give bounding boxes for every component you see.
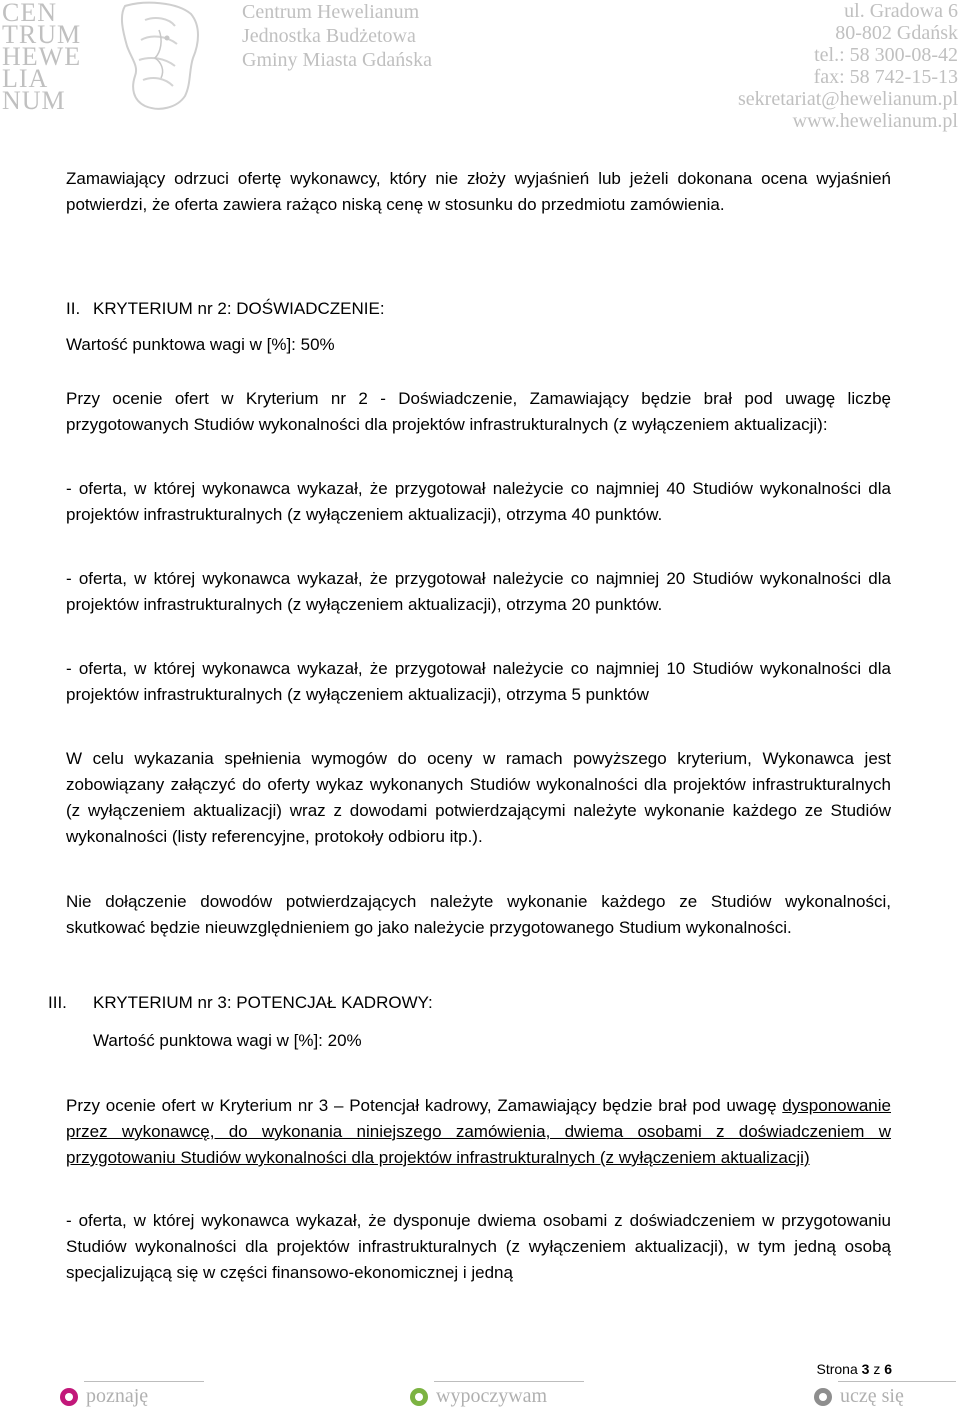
fax: fax: 58 742-15-13 [813, 66, 958, 88]
footer-item-ucze-sie[interactable] [814, 1378, 958, 1410]
org-line: Gminy Miasta Gdańska [242, 49, 432, 71]
section-title: KRYTERIUM nr 3: POTENCJAŁ KADROWY: [93, 993, 433, 1012]
website-link[interactable]: www.hewelianum.pl [792, 110, 958, 132]
footer-rule [838, 1381, 956, 1382]
organization-name [242, 0, 432, 72]
logo-line: CEN [2, 0, 57, 27]
address-street: ul. Gradowa 6 [844, 0, 958, 22]
footer-label: wypoczywam [436, 1385, 548, 1407]
section-numeral: II. [66, 299, 81, 318]
intro-paragraph: Zamawiający odrzuci ofertę wykonawcy, który nie złoży wyjaśnień lub jeżeli dokonana ocena wyjaśnień potwierdzi, że oferta zawiera rażąco niską cenę w stosunku do przedmiotu zamówienia. [66, 169, 891, 214]
logo-line: HEWE [2, 42, 82, 71]
phone: tel.: 58 300-08-42 [814, 44, 958, 66]
footer-item-poznaje[interactable] [60, 1378, 210, 1410]
page-label: Strona [816, 1361, 858, 1377]
page-number [816, 1360, 892, 1378]
footer [0, 1378, 960, 1410]
org-line: Centrum Hewelianum [242, 1, 420, 23]
circle-bullet-icon [814, 1388, 832, 1406]
criterion-intro [66, 1093, 891, 1171]
weight-line: Wartość punktowa wagi w [%]: 20% [93, 1031, 362, 1050]
intro-text: Przy ocenie ofert w Kryterium nr 3 – Potencjał kadrowy, Zamawiający będzie brał pod uwagę [66, 1096, 783, 1115]
evidence-paragraph: W celu wykazania spełnienia wymogów do oceny w ramach powyższego kryterium, Wykonawca jest zobowiązany załączyć do oferty wykaz wykonanych Studiów wykonalności dla projektów infrastrukturalnych (z wyłączeniem aktualizacji) wraz z dowodami potwierdzającymi należyte wykonanie każdego ze Studiów wykonalności (listy referencyjne, protokoły odbioru itp.). [66, 749, 891, 846]
logo-line: LIA [2, 64, 49, 93]
address-city: 80-802 Gdańsk [835, 22, 958, 44]
scoring-item: - oferta, w której wykonawca wykazał, że przygotował należycie co najmniej 20 Studiów wykonalności dla projektów infrastrukturalnych (z wyłączeniem aktualizacji), otrzyma 20 punktów. [66, 569, 891, 614]
criterion-intro: Przy ocenie ofert w Kryterium nr 2 - Doświadczenie, Zamawiający będzie brał pod uwagę liczbę przygotowanych Studiów wykonalności dla projektów infrastrukturalnych (z wyłączeniem aktualizacji): [66, 389, 891, 434]
org-line: Jednostka Budżetowa [242, 25, 416, 47]
footer-label: uczę się [840, 1385, 904, 1407]
hewelianum-logo [0, 0, 205, 115]
letterhead [0, 0, 960, 140]
page-current: 3 [861, 1361, 870, 1377]
page-total: 6 [884, 1361, 892, 1377]
portrait-engraving-icon [115, 0, 203, 112]
page-separator: z [873, 1361, 881, 1377]
logo-line: NUM [2, 86, 66, 115]
scoring-item: - oferta, w której wykonawca wykazał, że przygotował należycie co najmniej 40 Studiów wykonalności dla projektów infrastrukturalnych (z wyłączeniem aktualizacji), otrzyma 40 punktów. [66, 479, 891, 524]
circle-bullet-icon [410, 1388, 428, 1406]
footer-rule [84, 1381, 204, 1382]
circle-bullet-icon [60, 1388, 78, 1406]
scoring-item: - oferta, w której wykonawca wykazał, że dysponuje dwiema osobami z doświadczeniem w przygotowaniu Studiów wykonalności dla projektów infrastrukturalnych (z wyłączeniem aktualizacji), w tym jedną osobą specjalizującą się w części finansowo-ekonomicznej i jedną [66, 1211, 891, 1282]
underlined-requirement: dysponowanie przez wykonawcę, do wykonania niniejszego zamówienia, dwiema osobami z doświadczeniem w przygotowaniu Studiów wykonalności dla projektów infrastrukturalnych (z wyłączeniem aktualizacji) [66, 1096, 891, 1167]
footer-rule [434, 1381, 584, 1382]
weight-line: Wartość punktowa wagi w [%]: 50% [66, 335, 335, 354]
scoring-item: - oferta, w której wykonawca wykazał, że przygotował należycie co najmniej 10 Studiów wykonalności dla projektów infrastrukturalnych (z wyłączeniem aktualizacji), otrzyma 5 punktów [66, 659, 891, 704]
note-paragraph: Nie dołączenie dowodów potwierdzających należyte wykonanie każdego ze Studiów wykonalności, skutkować będzie nieuwzględnieniem go jako należycie przygotowanego Studium wykonalności. [66, 892, 891, 937]
logo-line: TRUM [2, 20, 82, 49]
section-title: KRYTERIUM nr 2: DOŚWIADCZENIE: [93, 299, 385, 318]
section-numeral: III. [48, 993, 67, 1012]
contact-info [738, 0, 958, 132]
footer-item-wypoczywam[interactable] [410, 1378, 585, 1410]
email-link[interactable]: sekretariat@hewelianum.pl [738, 88, 958, 110]
footer-label: poznaję [86, 1385, 149, 1407]
